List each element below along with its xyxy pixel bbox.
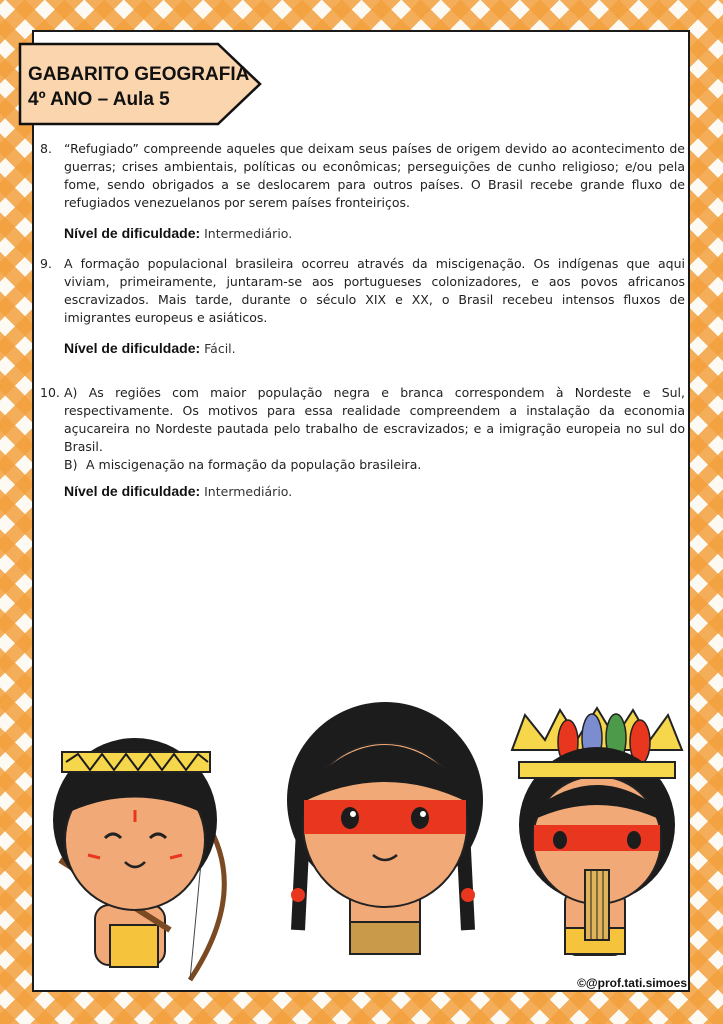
title-tag: [18, 42, 263, 126]
difficulty-8: [40, 224, 685, 243]
answer-9: [40, 255, 685, 327]
difficulty-value: Intermediário.: [204, 484, 293, 499]
answers: [40, 140, 685, 501]
answer-8: [40, 140, 685, 212]
indigenous-children-illustration: [0, 690, 723, 990]
title-grade-lesson: 4º ANO – Aula 5: [28, 89, 170, 110]
boy-with-bow: [53, 738, 224, 980]
boy-with-headdress: [512, 708, 682, 955]
answer-text-b: A miscigenação na formação da população brasileira.: [86, 457, 422, 472]
difficulty-label: Nível de dificuldade:: [64, 483, 201, 499]
question-number: 10.: [40, 385, 60, 400]
question-number: 8.: [40, 141, 52, 156]
answer-text-a: A) As regiões com maior população negra e branca correspondem à Nordeste e Sul, respectivamente. Os motivos para essa realidade compreendem a instalação da economia açucareira no Nordeste pautada pelo trabalho de escravizados; e a imigração europeia no sul do Brasil.: [64, 385, 685, 454]
difficulty-value: Intermediário.: [204, 226, 293, 241]
answer-b: [64, 456, 685, 474]
author-credit: ©@prof.tati.simoes: [577, 976, 687, 990]
question-number: 9.: [40, 256, 52, 271]
answer-text: “Refugiado” compreende aqueles que deixam seus países de origem devido ao acontecimento de guerras; crises ambientais, políticas ou econômicas; perseguições de cunho religioso; e/ou pela fome, sendo obrigados a se deslocarem para outros países. O Brasil recebe grande fluxo de refugiados venezuelanos por serem países fronteiriços.: [64, 141, 685, 210]
girl-with-braids: [287, 702, 483, 954]
title-subject: GABARITO GEOGRAFIA: [28, 64, 250, 85]
answer-text: A formação populacional brasileira ocorreu através da miscigenação. Os indígenas que aqui viviam, primeiramente, juntaram-se aos portugueses colonizadores, e aos povos africanos escravizados. Mais tarde, durante o século XIX e XX, o Brasil recebeu intensos fluxos de imigrantes europeus e asiáticos.: [64, 256, 685, 325]
difficulty-label: Nível de dificuldade:: [64, 225, 201, 241]
difficulty-9: [40, 339, 685, 358]
difficulty-value: Fácil.: [204, 341, 236, 356]
difficulty-10: [40, 482, 685, 501]
difficulty-label: Nível de dificuldade:: [64, 340, 201, 356]
answer-b-letter: B): [64, 457, 78, 472]
answer-10: [40, 384, 685, 474]
